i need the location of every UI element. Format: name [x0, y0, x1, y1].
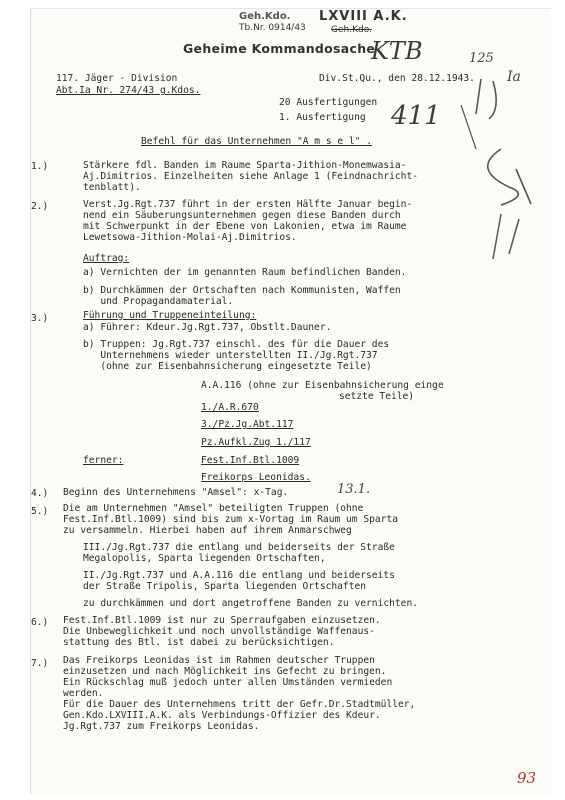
handwritten-ia: Ia [507, 69, 521, 85]
section-7-line: Ein Rückschlag muß jedoch unter allen Umständen vermieden [63, 677, 393, 688]
top-stamp-number: Tb.Nr. 0914/43 [239, 23, 306, 33]
handwritten-125: 125 [469, 51, 494, 66]
section-6-line: Fest.Inf.Btl.1009 ist nur zu Sperraufgaben einzusetzen. [63, 615, 381, 626]
top-stamp-left: Geh.Kdo. [239, 11, 291, 22]
section-5-line: III./Jg.Rgt.737 die entlang und beiderseits der Straße [83, 542, 395, 553]
section-1-line: Stärkere fdl. Banden im Raume Sparta-Jithion-Monemwasia- [83, 160, 407, 171]
section-4-number: 4.) [31, 488, 49, 499]
section-7-line: werden. [63, 688, 104, 699]
troop-unit: Pz.Aufkl.Zug 1./117 [201, 437, 311, 448]
handwritten-ktb: KTB [371, 37, 423, 65]
document-title: Befehl für das Unternehmen "A m s e l" . [141, 136, 373, 147]
handwritten-number: 411 [391, 101, 441, 131]
top-stamp-sub: Geh.Kdo. [331, 25, 372, 35]
section-2-line: nend ein Säuberungsunternehmen gegen diese Banden durch [83, 210, 401, 221]
task-heading: Auftrag: [83, 253, 130, 264]
section-4-line: Beginn des Unternehmens "Amsel": x-Tag. [63, 487, 289, 498]
division-name: 117. Jäger - Division [56, 73, 178, 84]
section-5-line: Fest.Inf.Btl.1009) sind bis zum x-Vortag im Raum um Sparta [63, 514, 399, 525]
section-6-line: stattung des Btl. ist dabei zu berücksichtigen. [63, 637, 335, 648]
section-3-heading: Führung und Truppeneinteilung: [83, 310, 257, 321]
section-5-line: Megalopolis, Sparta liegenden Ortschaften, [83, 553, 326, 564]
section-1-line: tenblatt). [83, 182, 141, 193]
section-3-troops: Unternehmens wieder unterstellten II./Jg.Rgt.737 [83, 350, 378, 361]
section-7-line: Das Freikorps Leonidas ist im Rahmen deutscher Truppen [63, 655, 375, 666]
copies-count: 20 Ausfertigungen [279, 97, 378, 108]
further-label: ferner: [83, 455, 124, 466]
top-stamp-corps: LXVIII A.K. [319, 9, 408, 24]
section-3-troops: (ohne zur Eisenbahnsicherung eingesetzte Teile) [83, 361, 372, 372]
section-3-leader: a) Führer: Kdeur.Jg.Rgt.737, Obstlt.Dauner. [83, 322, 332, 333]
task-b: b) Durchkämmen der Ortschaften nach Kommunisten, Waffen [83, 285, 401, 296]
section-2-line: Lewetsowa-Jithion-Molai-Aj.Dimitrios. [83, 232, 297, 243]
section-2-line: Verst.Jg.Rgt.737 führt in der ersten Hälfte Januar begin- [83, 199, 413, 210]
troop-unit: Fest.Inf.Btl.1009 [201, 455, 300, 466]
section-7-line: Für die Dauer des Unternehmens tritt der Gefr.Dr.Stadtmüller, [63, 699, 416, 710]
troop-unit: A.A.116 (ohne zur Eisenbahnsicherung einge [201, 380, 444, 391]
troop-unit: 3./Pz.Jg.Abt.117 [201, 419, 294, 430]
section-6-line: Die Unbeweglichkeit und noch unvollständige Waffenaus- [63, 626, 375, 637]
handwritten-date: 13.1. [337, 482, 371, 497]
section-5-line: zu durchkämmen und dort angetroffene Banden zu vernichten. [83, 598, 419, 609]
reference-number: Abt.Ia Nr. 274/43 g.Kdos. [56, 85, 201, 96]
section-5-line: II./Jg.Rgt.737 und A.A.116 die entlang und beiderseits [83, 570, 395, 581]
section-5-number: 5.) [31, 506, 49, 517]
document-page [30, 8, 551, 794]
classification: Geheime Kommandosache [183, 41, 376, 56]
section-7-number: 7.) [31, 658, 49, 669]
page-number: 93 [517, 769, 537, 787]
section-6-number: 6.) [31, 617, 49, 628]
section-1-number: 1.) [31, 161, 49, 172]
section-2-number: 2.) [31, 201, 49, 212]
troop-unit: 1./A.R.670 [201, 402, 259, 413]
section-7-line: Gen.Kdo.LXVIII.A.K. als Verbindungs-Offizier des Kdeur. [63, 710, 381, 721]
section-5-line: zu versammeln. Hierbei haben auf ihrem Anmarschweg [63, 525, 352, 536]
section-5-line: der Straße Tripolis, Sparta liegenden Ortschaften [83, 581, 367, 592]
troop-unit-cont: setzte Teile) [339, 391, 415, 402]
section-3-number: 3.) [31, 313, 49, 324]
copy-number: 1. Ausfertigung [279, 112, 366, 123]
section-7-line: Jg.Rgt.737 zum Freikorps Leonidas. [63, 721, 260, 732]
section-1-line: Aj.Dimitrios. Einzelheiten siehe Anlage 1 (Feindnachricht- [83, 171, 419, 182]
task-a: a) Vernichten der im genannten Raum befindlichen Banden. [83, 267, 407, 278]
troop-unit: Freikorps Leonidas. [201, 472, 311, 483]
section-3-troops: b) Truppen: Jg.Rgt.737 einschl. des für die Dauer des [83, 339, 390, 350]
section-7-line: einzusetzen und nach Möglichkeit ins Gefecht zu bringen. [63, 666, 387, 677]
section-5-line: Die am Unternehmen "Amsel" beteiligten Truppen (ohne [63, 503, 364, 514]
place-date: Div.St.Qu., den 28.12.1943. [319, 73, 475, 84]
section-2-line: mit Schwerpunkt in der Ebene von Lakonien, etwa im Raume [83, 221, 407, 232]
task-b-cont: und Propagandamaterial. [83, 296, 234, 307]
